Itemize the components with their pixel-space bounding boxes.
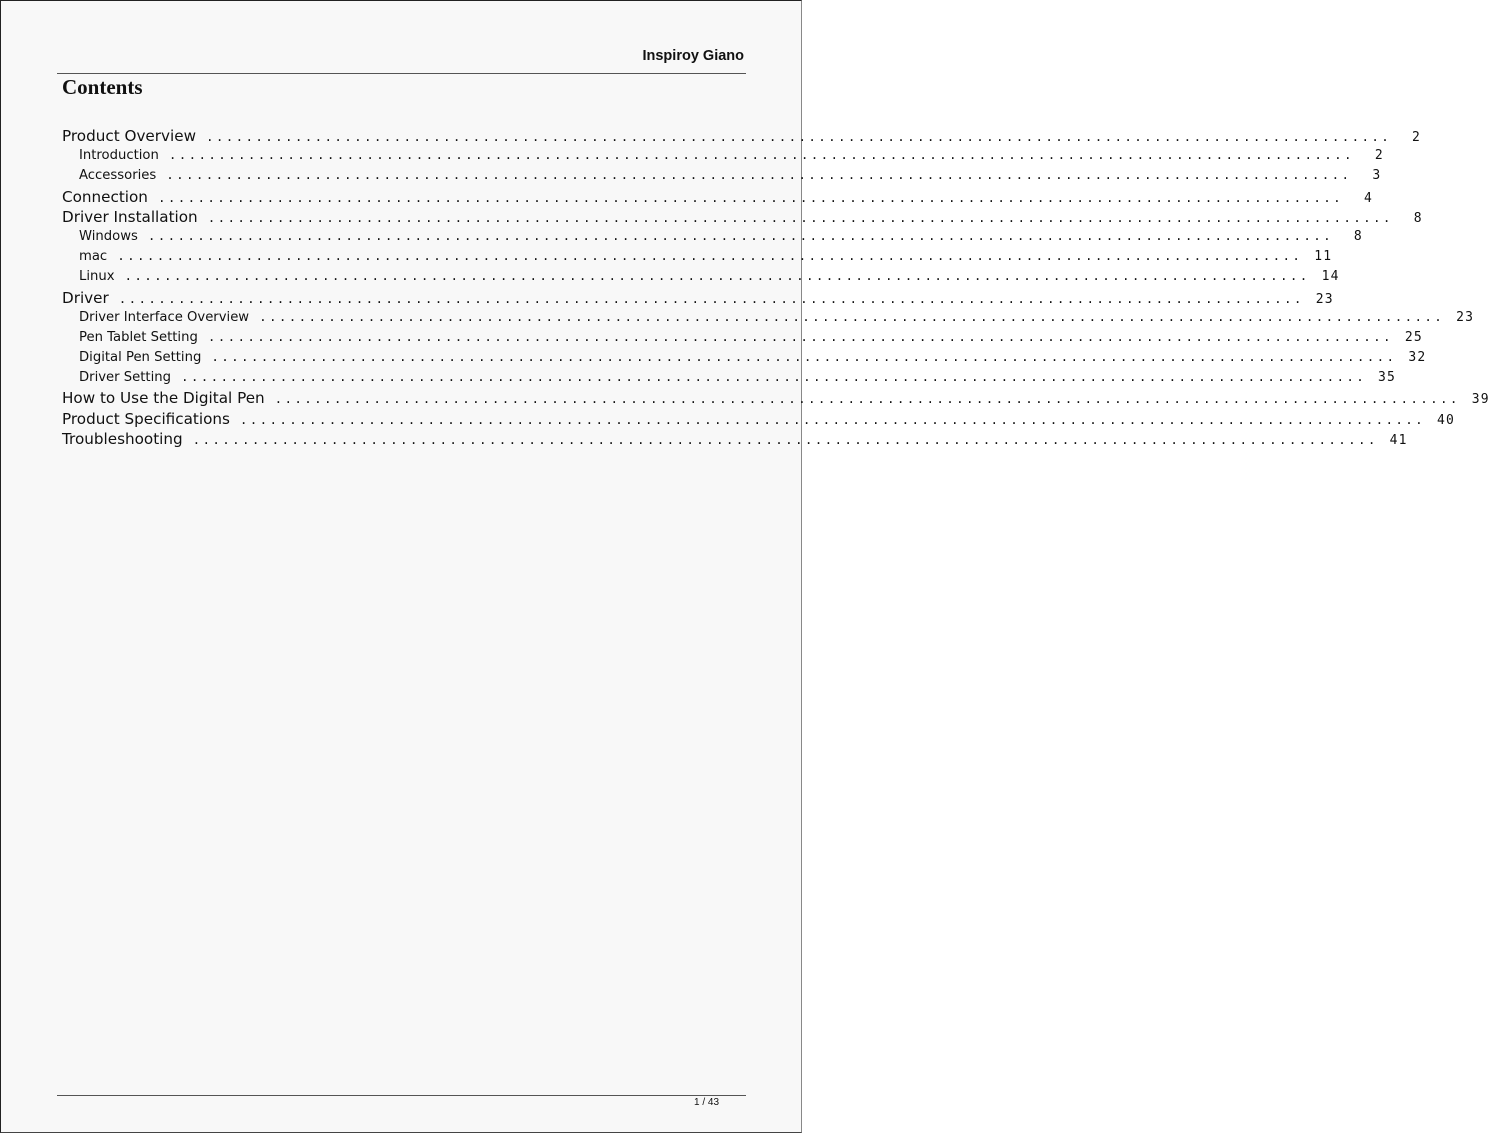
- toc-entry-label: Pen Tablet Setting: [79, 329, 198, 345]
- table-of-contents: [1, 127, 1490, 450]
- toc-entry-page: 23: [1315, 291, 1334, 307]
- toc-entry-label: Driver: [62, 288, 109, 307]
- toc-entry-page: 2: [1374, 148, 1384, 164]
- toc-dot-leader: ........................................................................................................................: [168, 147, 1354, 163]
- toc-entry-page: 35: [1378, 370, 1397, 386]
- toc-entry-label: Linux: [79, 269, 115, 285]
- toc-entry-product-overview[interactable]: [1, 127, 1422, 147]
- toc-entry-label: Driver Interface Overview: [79, 309, 250, 325]
- toc-entry-label: Product Specifications: [62, 409, 230, 428]
- toc-dot-leader: ........................................................................................................................: [211, 349, 1397, 365]
- toc-entry-page: 2: [1412, 130, 1422, 145]
- toc-entry-page: 3: [1372, 168, 1382, 184]
- toc-entry-mac[interactable]: [1, 248, 1333, 268]
- header-rule: [57, 73, 746, 74]
- toc-dot-leader: ........................................................................................................................: [274, 391, 1460, 407]
- toc-entry-page: 11: [1314, 249, 1333, 265]
- toc-dot-leader: ........................................................................................................................: [118, 290, 1304, 306]
- toc-entry-page: 41: [1389, 432, 1408, 448]
- toc-entry-driver-installation[interactable]: [1, 207, 1423, 228]
- toc-entry-driver-interface-overview[interactable]: [1, 308, 1475, 329]
- toc-entry-connection[interactable]: [1, 187, 1374, 208]
- toc-dot-leader: ........................................................................................................................: [181, 369, 1367, 385]
- page-number: 1 / 43: [694, 1097, 720, 1108]
- toc-entry-windows[interactable]: [1, 227, 1363, 248]
- toc-entry-linux[interactable]: [1, 268, 1340, 288]
- toc-entry-label: mac: [79, 249, 108, 265]
- toc-entry-page: 23: [1456, 309, 1475, 325]
- toc-entry-label: Introduction: [79, 148, 159, 164]
- toc-dot-leader: ........................................................................................................................: [147, 227, 1333, 243]
- toc-dot-leader: ........................................................................................................................: [157, 189, 1344, 205]
- toc-entry-digital-pen-setting[interactable]: [1, 349, 1427, 369]
- toc-entry-page: 4: [1363, 190, 1374, 206]
- toc-dot-leader: ........................................................................................................................: [206, 129, 1392, 144]
- toc-entry-page: 8: [1353, 228, 1363, 244]
- toc-dot-leader: ........................................................................................................................: [124, 268, 1310, 284]
- toc-dot-leader: ........................................................................................................................: [259, 308, 1445, 324]
- toc-entry-label: Driver Installation: [62, 207, 198, 226]
- toc-entry-troubleshooting[interactable]: [1, 429, 1408, 450]
- contents-heading: Contents: [62, 75, 143, 99]
- toc-entry-product-specifications[interactable]: [1, 409, 1455, 430]
- toc-dot-leader: ........................................................................................................................: [166, 167, 1352, 183]
- toc-entry-page: 8: [1413, 210, 1423, 226]
- header-title: Inspiroy Giano: [642, 48, 744, 64]
- toc-entry-page: 39: [1471, 392, 1490, 408]
- toc-entry-label: Digital Pen Setting: [79, 350, 202, 366]
- toc-entry-accessories[interactable]: [1, 167, 1382, 187]
- toc-entry-label: Product Overview: [62, 127, 196, 145]
- toc-entry-label: Accessories: [79, 168, 157, 184]
- toc-entry-page: 25: [1404, 329, 1423, 345]
- toc-entry-page: 14: [1321, 269, 1340, 285]
- footer-rule: [57, 1095, 746, 1096]
- toc-entry-label: How to Use the Digital Pen: [62, 389, 265, 408]
- toc-dot-leader: ........................................................................................................................: [117, 248, 1303, 264]
- toc-entry-label: Windows: [79, 228, 138, 244]
- toc-entry-pen-tablet-setting[interactable]: [1, 328, 1423, 349]
- toc-entry-label: Connection: [62, 187, 148, 206]
- toc-dot-leader: ........................................................................................................................: [207, 209, 1393, 225]
- toc-dot-leader: ........................................................................................................................: [207, 328, 1393, 344]
- toc-entry-introduction[interactable]: [1, 147, 1384, 167]
- toc-entry-driver[interactable]: [1, 288, 1334, 309]
- toc-entry-label: Troubleshooting: [62, 429, 183, 448]
- toc-entry-how-to-use-the-digital-pen[interactable]: [1, 389, 1490, 409]
- toc-dot-leader: ........................................................................................................................: [192, 431, 1378, 447]
- toc-entry-driver-setting[interactable]: [1, 369, 1397, 389]
- toc-dot-leader: ........................................................................................................................: [239, 411, 1425, 427]
- toc-entry-page: 32: [1408, 350, 1427, 366]
- toc-entry-page: 40: [1436, 412, 1455, 428]
- toc-entry-label: Driver Setting: [79, 370, 171, 386]
